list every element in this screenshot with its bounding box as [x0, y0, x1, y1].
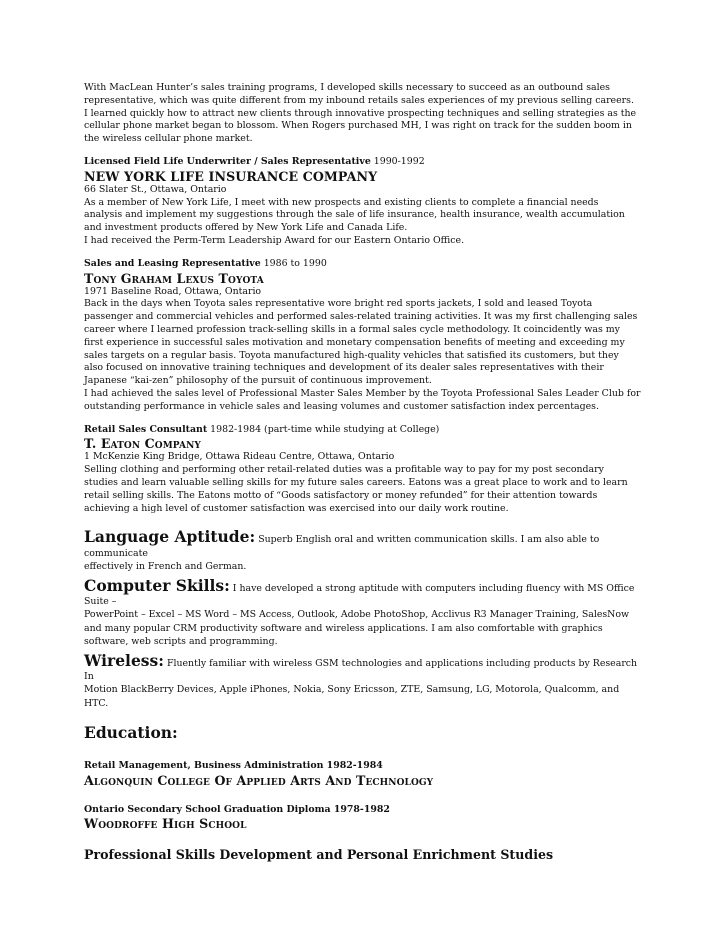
text-line: passenger and commercial vehicles and performed sales-related training activities. It was my first challenging sales: [84, 311, 638, 323]
text-line: Selling clothing and performing other retail-related duties was a profitable way to pay for my post secondary: [84, 464, 604, 476]
text-line: analysis and implement my suggestions through the sale of life insurance, health insurance, wealth accumulation: [84, 209, 625, 221]
job-title-line: [84, 258, 646, 271]
company-name: T. Eaton Company: [84, 436, 201, 452]
intro-paragraph: [84, 82, 646, 146]
text-line: career where I learned profession track-selling skills in a formal sales cycle methodology. It coincidently was my: [84, 323, 620, 335]
company-address: 1 McKenzie King Bridge, Ottawa Rideau Centre, Ottawa, Ontario: [84, 451, 395, 463]
resume-page: [84, 82, 646, 862]
text-line: and many popular CRM productivity software and wireless applications. I am also comfortable with graphics: [84, 622, 603, 634]
job-title-line: [84, 156, 646, 169]
job-title: Sales and Leasing Representative: [84, 257, 261, 269]
skill-first-line: [84, 650, 646, 683]
text-line: outstanding performance in vehicle sales and leasing volumes and customer satisfaction index percentages.: [84, 400, 599, 412]
job-tony-graham-lexus-toyota: [84, 258, 646, 414]
company-name: NEW YORK LIFE INSURANCE COMPANY: [84, 168, 378, 184]
text-line: PowerPoint – Excel – MS Word – MS Access, Outlook, Adobe PhotoShop, Acclivus R3 Manager Training, SalesNow: [84, 609, 630, 621]
text-line: Motion BlackBerry Devices, Apple iPhones, Nokia, Sony Ericsson, ZTE, Samsung, LG, Motorola, Qualcomm, and HTC.: [84, 684, 620, 709]
text-line: retail selling skills. The Eatons motto of “Goods satisfactory or money refunded” for their attention towards: [84, 489, 598, 501]
company-address: 66 Slater St., Ottawa, Ontario: [84, 183, 227, 195]
text-line: also focused on innovative training techniques and development of its dealer sales representatives with their: [84, 362, 604, 374]
job-new-york-life: [84, 156, 646, 248]
education-title: Retail Management, Business Administration 1982-1984: [84, 759, 383, 771]
text-line: studies and learn valuable selling skills for my future sales careers. Eatons was a great place to work and to learn: [84, 476, 628, 488]
education-section: [84, 724, 646, 863]
school-name: Algonquin College Of Applied Arts And Technology: [84, 772, 434, 788]
text-line: achieving a high level of customer satisfaction was exercised into our daily work routine.: [84, 502, 509, 514]
skill-text: I have developed a strong aptitude with computers including fluency with MS Office Suite –: [84, 582, 635, 608]
text-line: the wireless cellular phone market.: [84, 133, 253, 145]
education-heading: Education:: [84, 722, 178, 742]
skill-computer: [84, 575, 646, 648]
text-line: Japanese “kai-zen” philosophy of the pursuit of continuous improvement.: [84, 375, 432, 387]
skill-heading: Wireless:: [84, 650, 164, 670]
text-line: representative, which was quite different from my inbound retails sales experiences of my previous selling careers.: [84, 94, 634, 106]
job-dates: 1990-1992: [370, 155, 425, 167]
text-line: With MacLean Hunter’s sales training programs, I developed skills necessary to succeed as an outbound sales: [84, 82, 610, 93]
company-address: 1971 Baseline Road, Ottawa, Ontario: [84, 285, 262, 297]
skill-heading: Computer Skills:: [84, 575, 230, 595]
text-line: I had achieved the sales level of Professional Master Sales Member by the Toyota Professional Sales Leader Club for: [84, 387, 641, 399]
text-line: I learned quickly how to attract new clients through innovative prospecting techniques and selling strategies as the: [84, 107, 637, 119]
skill-text: Superb English oral and written communication skills. I am also able to communicate: [84, 534, 600, 559]
company-name: Tony Graham Lexus Toyota: [84, 270, 264, 286]
skill-language: [84, 529, 646, 573]
text-line: As a member of New York Life, I meet with new prospects and existing clients to complete a financial needs: [84, 196, 599, 208]
skill-first-line: [84, 529, 646, 559]
job-dates: 1982-1984 (part-time while studying at College): [207, 423, 440, 435]
text-line: Back in the days when Toyota sales representative wore bright red sports jackets, I sold and leased Toyota: [84, 298, 593, 310]
school-name: Woodroffe High School: [84, 816, 247, 832]
job-dates: 1986 to 1990: [260, 257, 327, 269]
job-title: Licensed Field Life Underwriter / Sales Representative: [84, 155, 371, 167]
text-line: sales targets on a regular basis. Toyota manufactured high-quality vehicles that satisfied its customers, but they: [84, 349, 619, 361]
professional-development-heading: Professional Skills Development and Personal Enrichment Studies: [84, 847, 554, 863]
text-line: I had received the Perm-Term Leadership Award for our Eastern Ontario Office.: [84, 234, 465, 246]
text-line: cellular phone market began to blossom. When Rogers purchased MH, I was right on track for the sudden boom in: [84, 120, 632, 132]
text-line: and investment products offered by New York Life and Canada Life.: [84, 222, 408, 234]
education-title: Ontario Secondary School Graduation Diploma 1978-1982: [84, 803, 390, 815]
skill-heading: Language Aptitude:: [84, 527, 256, 547]
text-line: software, web scripts and programming.: [84, 635, 278, 647]
skill-first-line: [84, 575, 646, 608]
text-line: first experience in successful sales motivation and monetary compensation benefits of meeting and exceeding my: [84, 336, 625, 348]
skill-wireless: [84, 650, 646, 710]
job-title-line: [84, 424, 646, 437]
job-title: Retail Sales Consultant: [84, 423, 208, 435]
job-t-eaton-company: [84, 424, 646, 516]
text-line: effectively in French and German.: [84, 560, 247, 572]
skill-text: Fluently familiar with wireless GSM technologies and applications including products by Research In: [84, 657, 638, 683]
